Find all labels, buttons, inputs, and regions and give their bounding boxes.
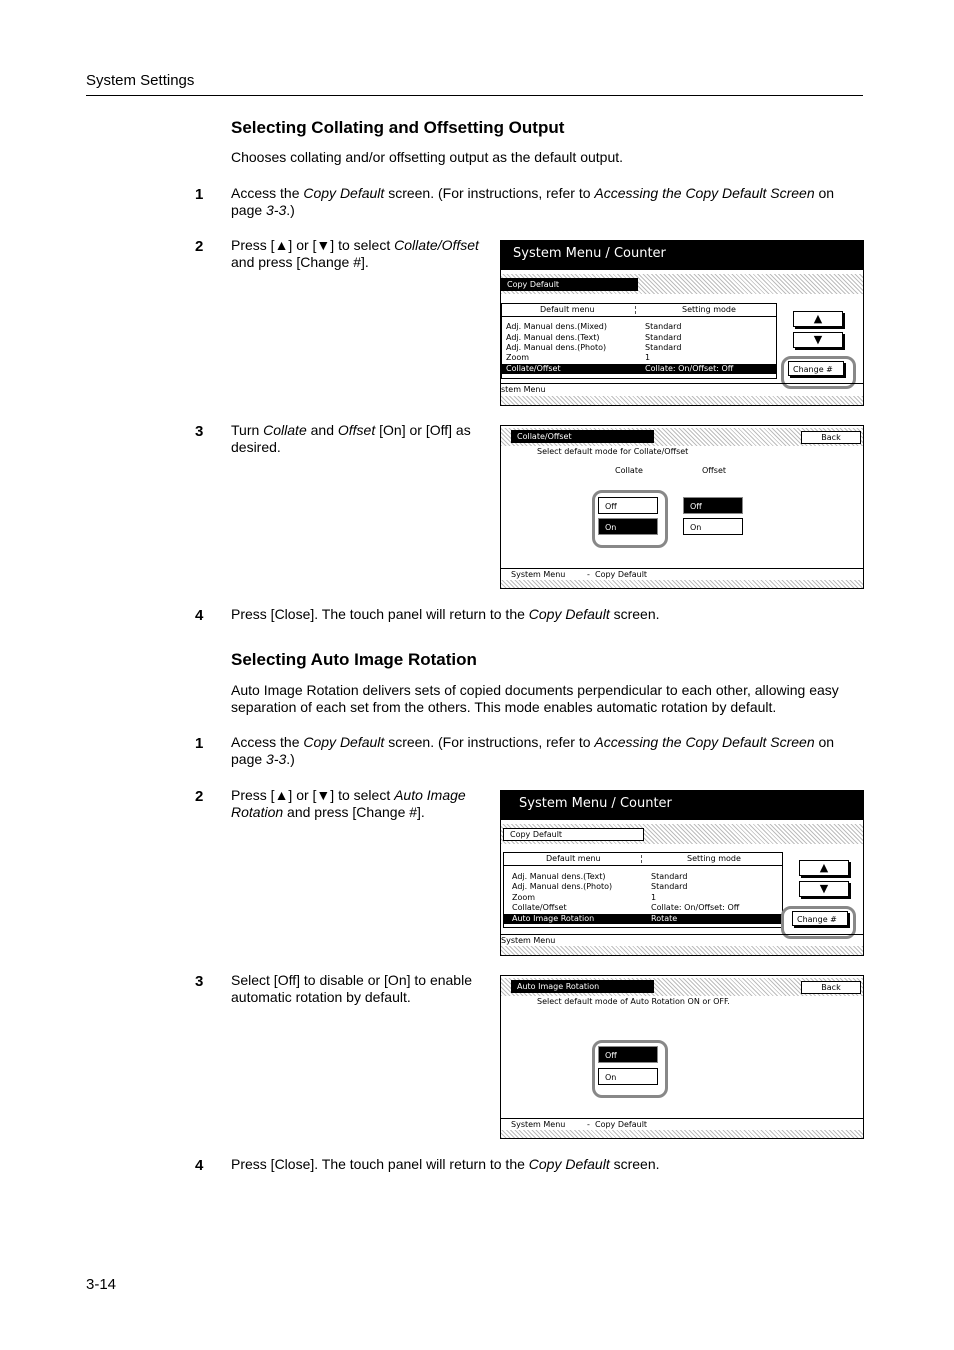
default-menu-table: [503, 852, 783, 928]
page-number: 3-14: [86, 1276, 117, 1293]
back-button[interactable]: Back: [801, 981, 861, 994]
table-row[interactable]: Adj. Manual dens.(Photo) Standard: [506, 343, 682, 352]
screen-footer: [501, 1118, 863, 1130]
section-intro-rotation: Auto Image Rotation delivers sets of copied documents perpendicular to each other, allowing easy separation of each set from the others. This mode enables automatic rotation by default.: [231, 682, 839, 715]
table-row[interactable]: Adj. Manual dens.(Text) Standard: [512, 872, 688, 881]
scroll-down-button[interactable]: ▼: [793, 332, 843, 348]
instruction-text: Select default mode for Collate/Offset: [537, 447, 689, 456]
table-row[interactable]: Zoom 1: [506, 353, 651, 362]
rotation-on-button[interactable]: On: [598, 1068, 658, 1085]
rotation-off-button[interactable]: Off: [598, 1046, 658, 1063]
collate-offset-screen: [500, 425, 864, 589]
col-separator: [635, 306, 636, 314]
collate-off-button[interactable]: Off: [598, 497, 658, 514]
col-separator: [641, 855, 642, 863]
step-text: Select [Off] to disable or [On] to enable automatic rotation by default.: [231, 972, 472, 1005]
instruction-text: Select default mode of Auto Rotation ON or OFF.: [537, 997, 730, 1006]
footer-hatch: [501, 1130, 863, 1138]
header-rule: [86, 95, 863, 96]
step-text: Turn Collate and Offset [On] or [Off] as desired.: [231, 422, 471, 455]
footer-separator: -: [587, 1120, 590, 1129]
auto-image-rotation-screen: [500, 975, 864, 1139]
scroll-up-button[interactable]: ▲: [799, 860, 849, 876]
copy-default-screen: [500, 240, 864, 406]
offset-label: Offset: [702, 466, 727, 475]
footer-system-menu: System Menu: [511, 570, 566, 579]
tab-collate-offset: Collate/Offset: [511, 430, 654, 443]
table-header: [504, 853, 782, 866]
table-row-selected[interactable]: Collate/Offset Collate: On/Offset: Off: [502, 364, 776, 374]
table-row[interactable]: Adj. Manual dens.(Text) Standard: [506, 333, 682, 342]
col-header-menu: Default menu: [546, 854, 601, 863]
section-intro-collate: Chooses collating and/or offsetting output as the default output.: [231, 149, 624, 165]
footer-separator: -: [587, 570, 590, 579]
step-text: Press [▲] or [▼] to select Auto Image Rotation and press [Change #].: [231, 787, 466, 820]
step-text: Access the Copy Default screen. (For instructions, refer to Accessing the Copy Default Screen on page 3-3.): [231, 734, 835, 767]
section-title-rotation: Selecting Auto Image Rotation: [231, 650, 477, 669]
screen-footer: System Menu: [501, 934, 863, 946]
table-row[interactable]: Zoom 1: [512, 893, 657, 902]
change-number-button[interactable]: Change #: [788, 361, 844, 376]
step-number: 1: [195, 735, 204, 752]
scroll-down-button[interactable]: ▼: [799, 881, 849, 897]
table-header: [502, 304, 776, 317]
step-number: 3: [195, 423, 204, 440]
col-header-mode: Setting mode: [687, 854, 741, 863]
offset-on-button[interactable]: On: [683, 518, 743, 535]
step-number: 4: [195, 1157, 204, 1174]
screen-title: System Menu / Counter: [501, 791, 863, 820]
scroll-up-button[interactable]: ▲: [793, 311, 843, 327]
table-row[interactable]: Adj. Manual dens.(Photo) Standard: [512, 882, 688, 891]
change-number-button[interactable]: Change #: [792, 911, 848, 926]
col-header-mode: Setting mode: [682, 305, 736, 314]
footer-hatch: [501, 396, 863, 405]
table-row[interactable]: Collate/Offset Collate: On/Offset: Off: [512, 903, 740, 912]
collate-label: Collate: [615, 466, 643, 475]
running-header: System Settings: [86, 72, 195, 89]
step-text: Press [▲] or [▼] to select Collate/Offset and press [Change #].: [231, 237, 479, 270]
tab-copy-default: Copy Default: [503, 828, 644, 841]
step-text: Press [Close]. The touch panel will return to the Copy Default screen.: [231, 606, 660, 622]
footer-copy-default: Copy Default: [595, 1120, 648, 1129]
offset-off-button[interactable]: Off: [683, 497, 743, 514]
step-number: 2: [195, 238, 204, 255]
step-number: 1: [195, 186, 204, 203]
screen-title: System Menu / Counter: [501, 241, 863, 270]
default-menu-table: [501, 303, 777, 379]
section-title-collate: Selecting Collating and Offsetting Output: [231, 118, 565, 137]
step-text: Press [Close]. The touch panel will return to the Copy Default screen.: [231, 1156, 660, 1172]
footer-system-menu: System Menu: [511, 1120, 566, 1129]
tab-auto-image-rotation: Auto Image Rotation: [511, 980, 654, 993]
screen-footer: [501, 568, 863, 580]
tab-copy-default: Copy Default: [501, 278, 638, 291]
step-number: 3: [195, 973, 204, 990]
copy-default-screen: [500, 790, 864, 956]
back-button[interactable]: Back: [801, 431, 861, 444]
table-row[interactable]: Adj. Manual dens.(Mixed) Standard: [506, 322, 682, 331]
footer-hatch: [501, 580, 863, 588]
step-number: 2: [195, 788, 204, 805]
collate-on-button[interactable]: On: [598, 518, 658, 535]
step-number: 4: [195, 607, 204, 624]
footer-hatch: [501, 946, 863, 955]
step-text: Access the Copy Default screen. (For instructions, refer to Accessing the Copy Default Screen on page 3-3.): [231, 185, 835, 218]
col-header-menu: Default menu: [540, 305, 595, 314]
table-row-selected[interactable]: Auto Image Rotation Rotate: [504, 914, 782, 924]
footer-copy-default: Copy Default: [595, 570, 648, 579]
screen-footer: stem Menu: [501, 383, 863, 396]
